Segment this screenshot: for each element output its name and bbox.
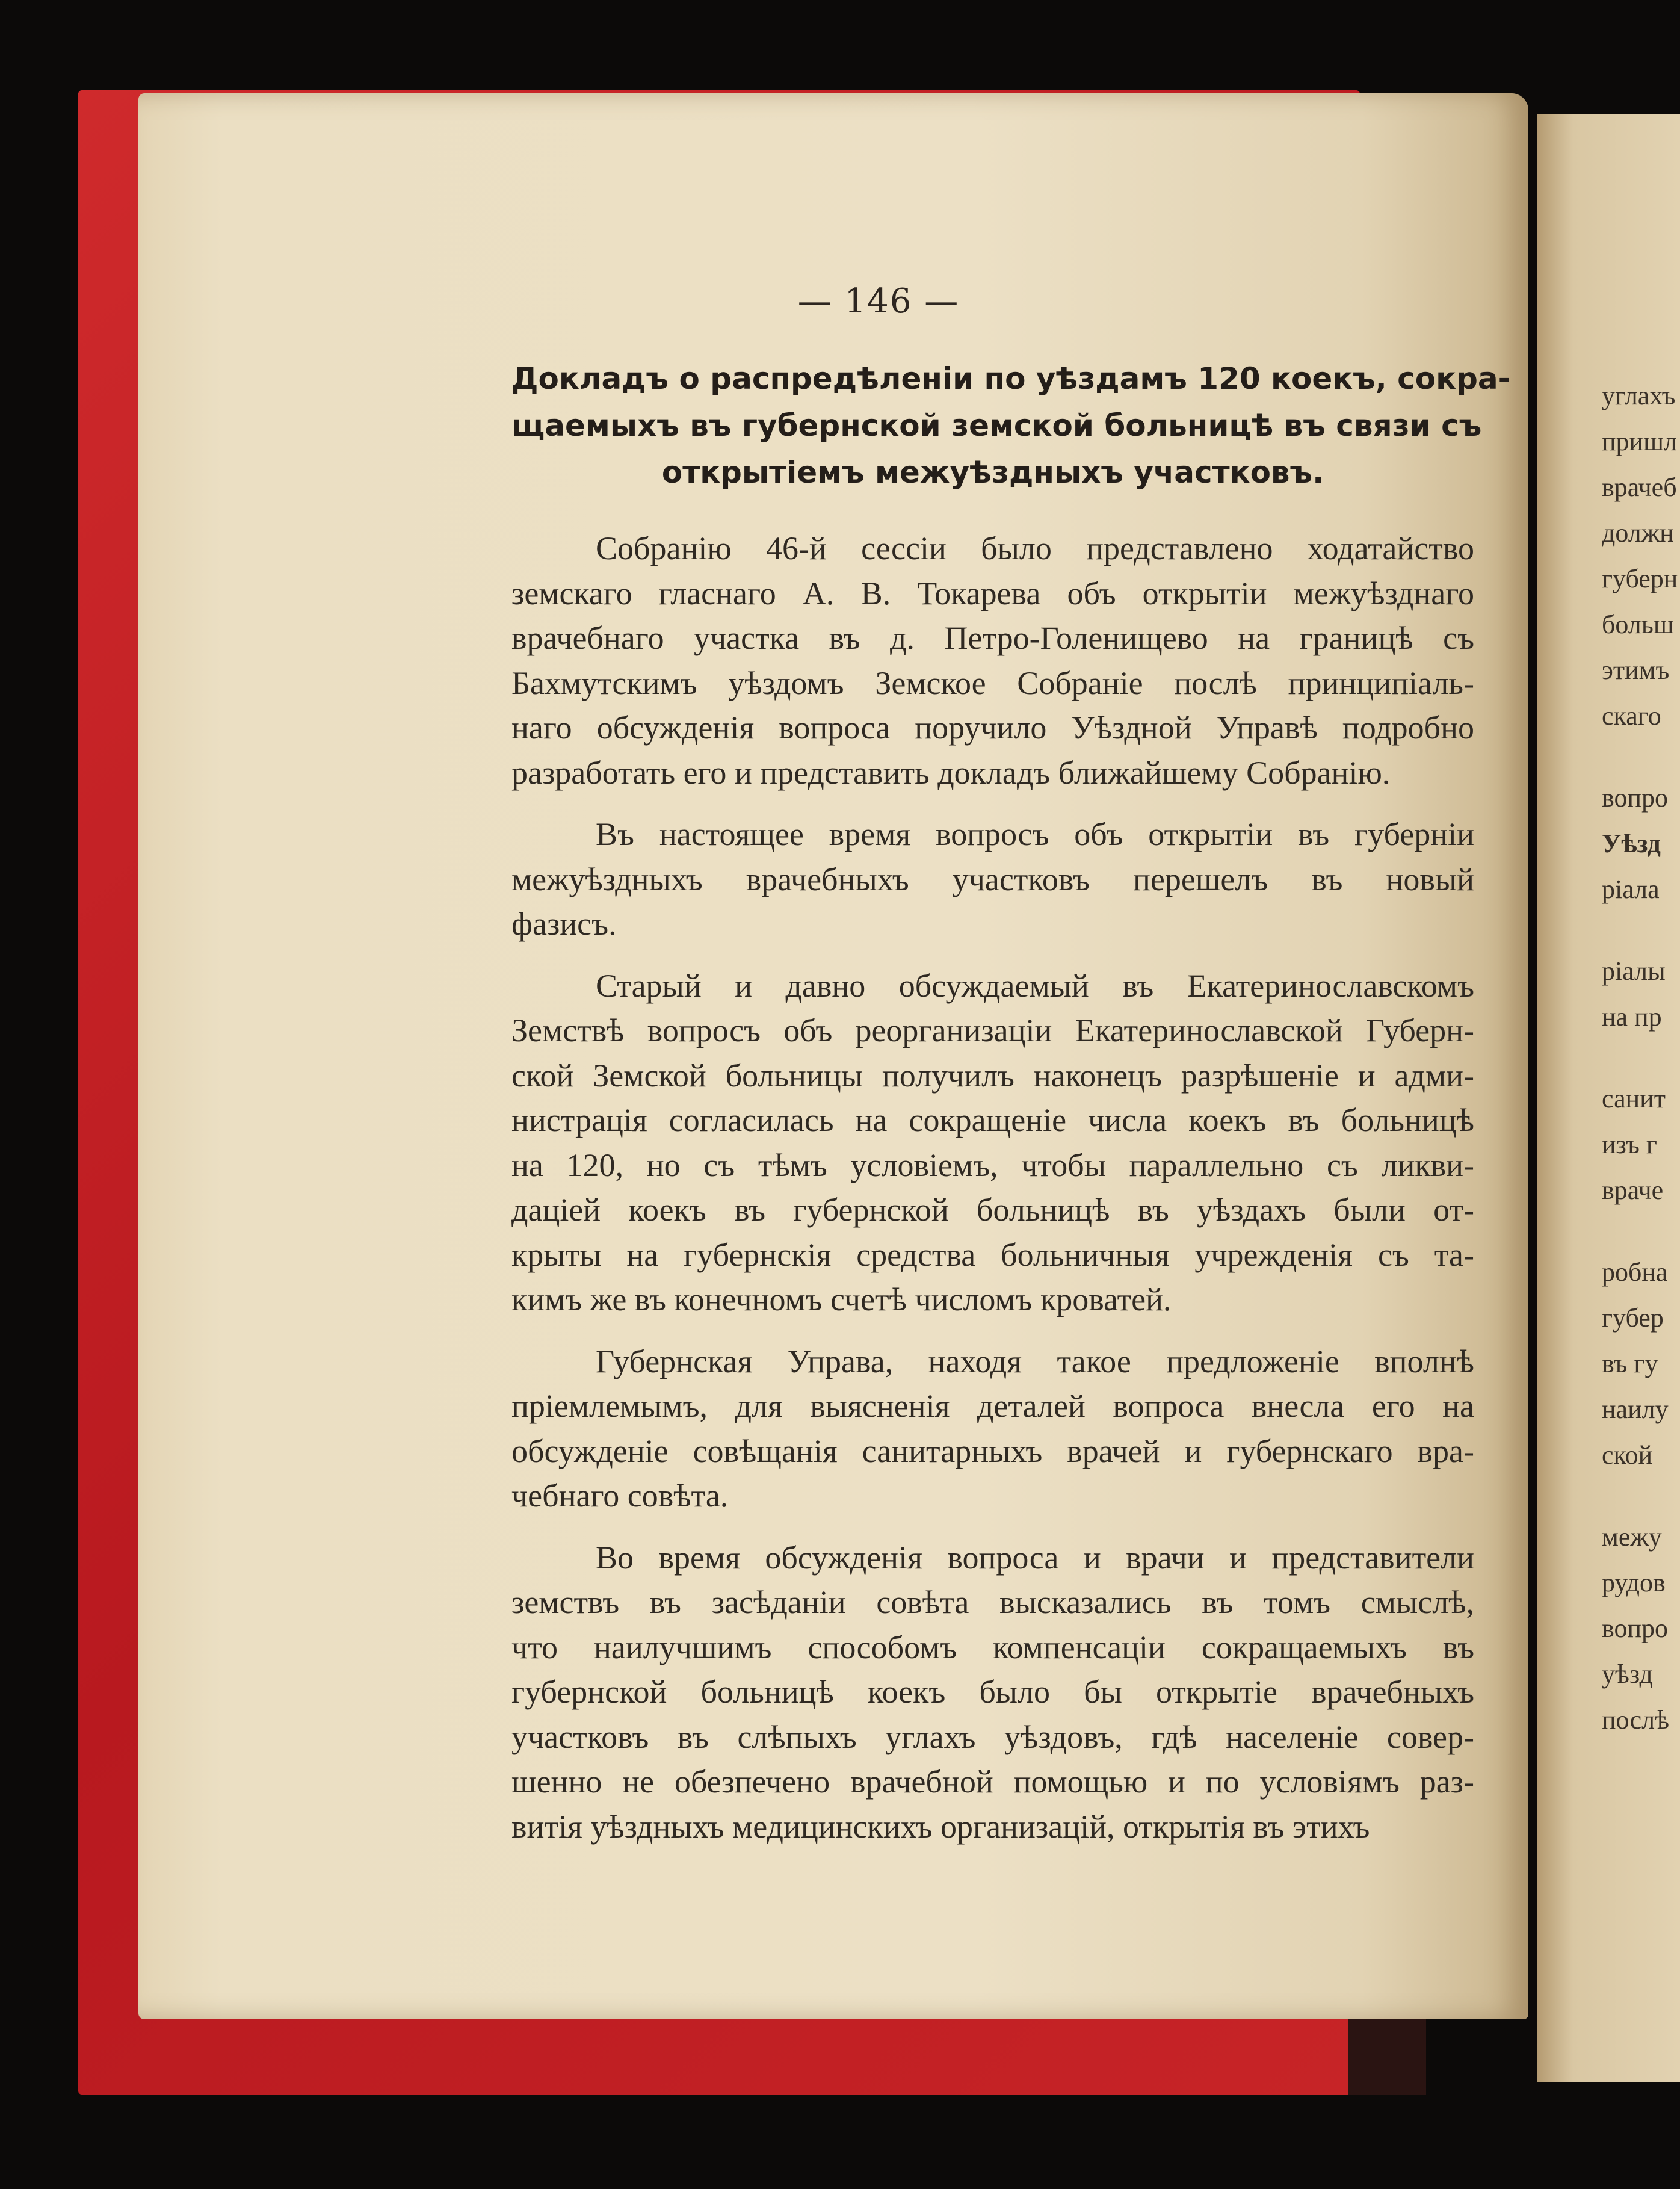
text-line: витія уѣздныхъ медицинскихъ организацій, открытія въ этихъ (511, 1808, 1370, 1845)
text-line: Бахмутскимъ уѣздомъ Земское Собраніе послѣ принципіаль- (511, 664, 1474, 701)
facing-page-line: губер (1602, 1303, 1664, 1333)
text-line: нистрація согласилась на сокращеніе числа коекъ въ больницѣ (511, 1102, 1474, 1138)
facing-page-text (1602, 373, 1680, 1743)
text-line: что наилучшимъ способомъ компенсаціи сокращаемыхъ въ (511, 1629, 1474, 1665)
text-line: Губернская Управа, находя такое предложеніе вполнѣ (596, 1343, 1474, 1379)
text-line: шенно не обезпечено врачебной помощью и по условіямъ раз- (511, 1763, 1474, 1800)
facing-page-line: должн (1602, 518, 1674, 548)
text-line: земскаго гласнаго А. В. Токарева объ открытіи межуѣзднаго (511, 575, 1474, 611)
paragraph (511, 812, 1474, 947)
facing-page-line (1602, 1213, 1680, 1249)
text-line: врачебнаго участка въ д. Петро-Голенищево на границѣ съ (511, 620, 1474, 656)
text-line: на 120, но съ тѣмъ условіемъ, чтобы параллельно съ ликви- (511, 1147, 1474, 1183)
text-line: обсужденіе совѣщанія санитарныхъ врачей и губернскаго вра- (511, 1432, 1474, 1469)
facing-page-line: послѣ (1602, 1705, 1670, 1735)
facing-page-line: ріалы (1602, 956, 1666, 986)
facing-page-line: пришл (1602, 427, 1677, 456)
text-line: участковъ въ слѣпыхъ углахъ уѣздовъ, гдѣ населеніе совер- (511, 1718, 1474, 1755)
page-number: — 146 — (797, 282, 960, 321)
paragraph (511, 964, 1474, 1322)
paragraph (511, 1339, 1474, 1519)
text-line: губернской больницѣ коекъ было бы открытіе врачебныхъ (511, 1674, 1474, 1710)
facing-page-line: врачеб (1602, 472, 1677, 502)
facing-page-line: ріала (1602, 875, 1660, 904)
paragraph (511, 526, 1474, 795)
facing-page-line: изъ г (1602, 1130, 1657, 1159)
text-line: Въ настоящее время вопросъ объ открытіи въ губерніи (596, 816, 1474, 852)
text-line: Старый и давно обсуждаемый въ Екатеринославскомъ (596, 967, 1474, 1004)
text-line: земствъ въ засѣданіи совѣта высказались въ томъ смыслѣ, (511, 1584, 1474, 1620)
text-line: даціей коекъ въ губернской больницѣ въ уѣздахъ были от- (511, 1192, 1474, 1228)
facing-page-line: на пр (1602, 1002, 1662, 1032)
facing-page-line (1602, 912, 1680, 949)
facing-page-line: Уѣзд (1602, 829, 1661, 858)
facing-page-line: больш (1602, 610, 1674, 639)
facing-page-line: губерн (1602, 564, 1678, 593)
text-line: наго обсужденія вопроса поручило Уѣздной Управѣ подробно (511, 710, 1474, 746)
text-line: ской Земской больницы получилъ наконецъ разрѣшеніе и адми- (511, 1057, 1474, 1094)
text-line: Земствѣ вопросъ объ реорганизаціи Екатеринославской Губерн- (511, 1012, 1474, 1048)
facing-page-line: ской (1602, 1440, 1653, 1470)
facing-page-line (1602, 739, 1680, 775)
facing-page-line: углахъ (1602, 381, 1676, 410)
paragraph (511, 1535, 1474, 1850)
heading-line: Докладъ о распредѣленіи по уѣздамъ 120 коекъ, сокра- (511, 361, 1511, 396)
text-line: кимъ же въ конечномъ счетѣ числомъ кроватей. (511, 1281, 1172, 1317)
facing-page-line: санит (1602, 1084, 1666, 1113)
report-heading (511, 355, 1511, 496)
facing-page-line: въ гу (1602, 1349, 1658, 1378)
text-line: Собранію 46-й сессіи было представлено ходатайство (596, 530, 1474, 566)
text-line: чебнаго совѣта. (511, 1478, 729, 1514)
facing-page-line: уѣзд (1602, 1659, 1653, 1689)
report-text (511, 526, 1474, 1849)
facing-page-line: вопро (1602, 1614, 1669, 1643)
text-line: Во время обсужденія вопроса и врачи и представители (596, 1539, 1474, 1576)
facing-page-line: этимъ (1602, 655, 1670, 685)
facing-page-line: наилу (1602, 1395, 1669, 1424)
text-line: фазисъ. (511, 906, 617, 942)
heading-line: открытіемъ межуѣздныхъ участковъ. (661, 455, 1324, 490)
facing-page-line: враче (1602, 1175, 1664, 1205)
text-line: пріемлемымъ, для выясненія деталей вопроса внесла его на (511, 1388, 1474, 1424)
facing-page-line: робна (1602, 1257, 1668, 1287)
facing-page-line: рудов (1602, 1568, 1666, 1597)
text-line: крыты на губернскія средства больничныя учрежденія съ та- (511, 1236, 1474, 1273)
facing-page-line (1602, 1478, 1680, 1514)
text-line: межуѣздныхъ врачебныхъ участковъ перешелъ въ новый (511, 861, 1474, 897)
text-line: разработать его и представить докладъ ближайшему Собранію. (511, 754, 1391, 791)
heading-line: щаемыхъ въ губернской земской больницѣ въ связи съ (511, 408, 1482, 443)
facing-page-line: скаго (1602, 701, 1661, 731)
facing-page-line (1602, 1040, 1680, 1076)
facing-page-line: межу (1602, 1522, 1662, 1552)
page-body (511, 355, 1511, 1866)
facing-page-line: вопро (1602, 783, 1669, 813)
